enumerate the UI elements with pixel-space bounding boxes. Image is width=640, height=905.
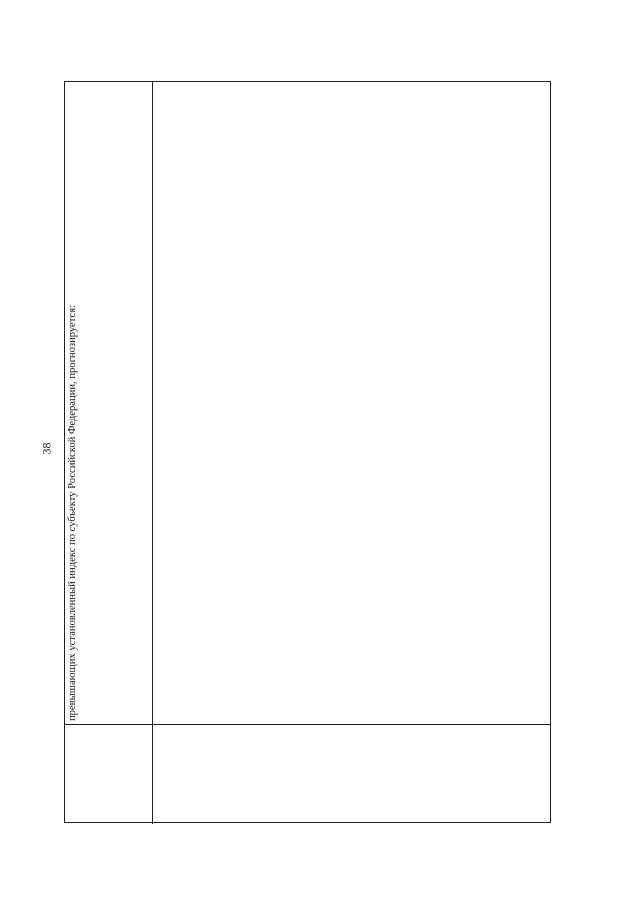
document-table (64, 81, 551, 823)
municipality-line (211, 728, 225, 821)
text-line (523, 85, 537, 721)
text-line (537, 85, 551, 721)
text-line (182, 85, 196, 721)
municipality-cell (65, 724, 152, 824)
municipality-line (225, 728, 239, 821)
text-line: превышающих установленный индекс по субъекту Российской Федерации, прогнозируется: (67, 304, 78, 721)
text-line (211, 85, 225, 721)
text-line (480, 85, 494, 721)
text-line (137, 85, 151, 721)
text-line (282, 85, 296, 721)
text-line (253, 85, 267, 721)
table-row-municipality-5 (153, 82, 550, 824)
text-line (154, 85, 168, 721)
text-line (225, 85, 239, 721)
page-number: 38 (39, 442, 54, 455)
text-line (438, 85, 452, 721)
text-line (94, 85, 108, 721)
text-line (239, 85, 253, 721)
forecast-cell (153, 82, 550, 724)
text-line (168, 85, 182, 721)
text-line (338, 85, 352, 721)
text-line (268, 85, 282, 721)
text-line (381, 85, 395, 721)
text-line (109, 85, 123, 721)
forecast-cell (65, 82, 152, 724)
municipality-line (168, 728, 182, 821)
text-line (324, 85, 338, 721)
text-line (123, 85, 137, 721)
municipality-cell (153, 724, 550, 824)
municipality-line (182, 728, 196, 821)
text-line (80, 85, 94, 721)
municipality-line (197, 728, 211, 821)
text-line (296, 85, 310, 721)
text-line (395, 85, 409, 721)
text-line (424, 85, 438, 721)
text-line (310, 85, 324, 721)
text-line (452, 85, 466, 721)
municipality-line (154, 728, 168, 821)
text-line (367, 85, 381, 721)
text-line (509, 85, 523, 721)
rotated-table-content (65, 82, 552, 824)
text-line (466, 85, 480, 721)
table-row-continuation (65, 82, 153, 824)
text-line (353, 85, 367, 721)
text-line (495, 85, 509, 721)
text-line (409, 85, 423, 721)
text-line (197, 85, 211, 721)
